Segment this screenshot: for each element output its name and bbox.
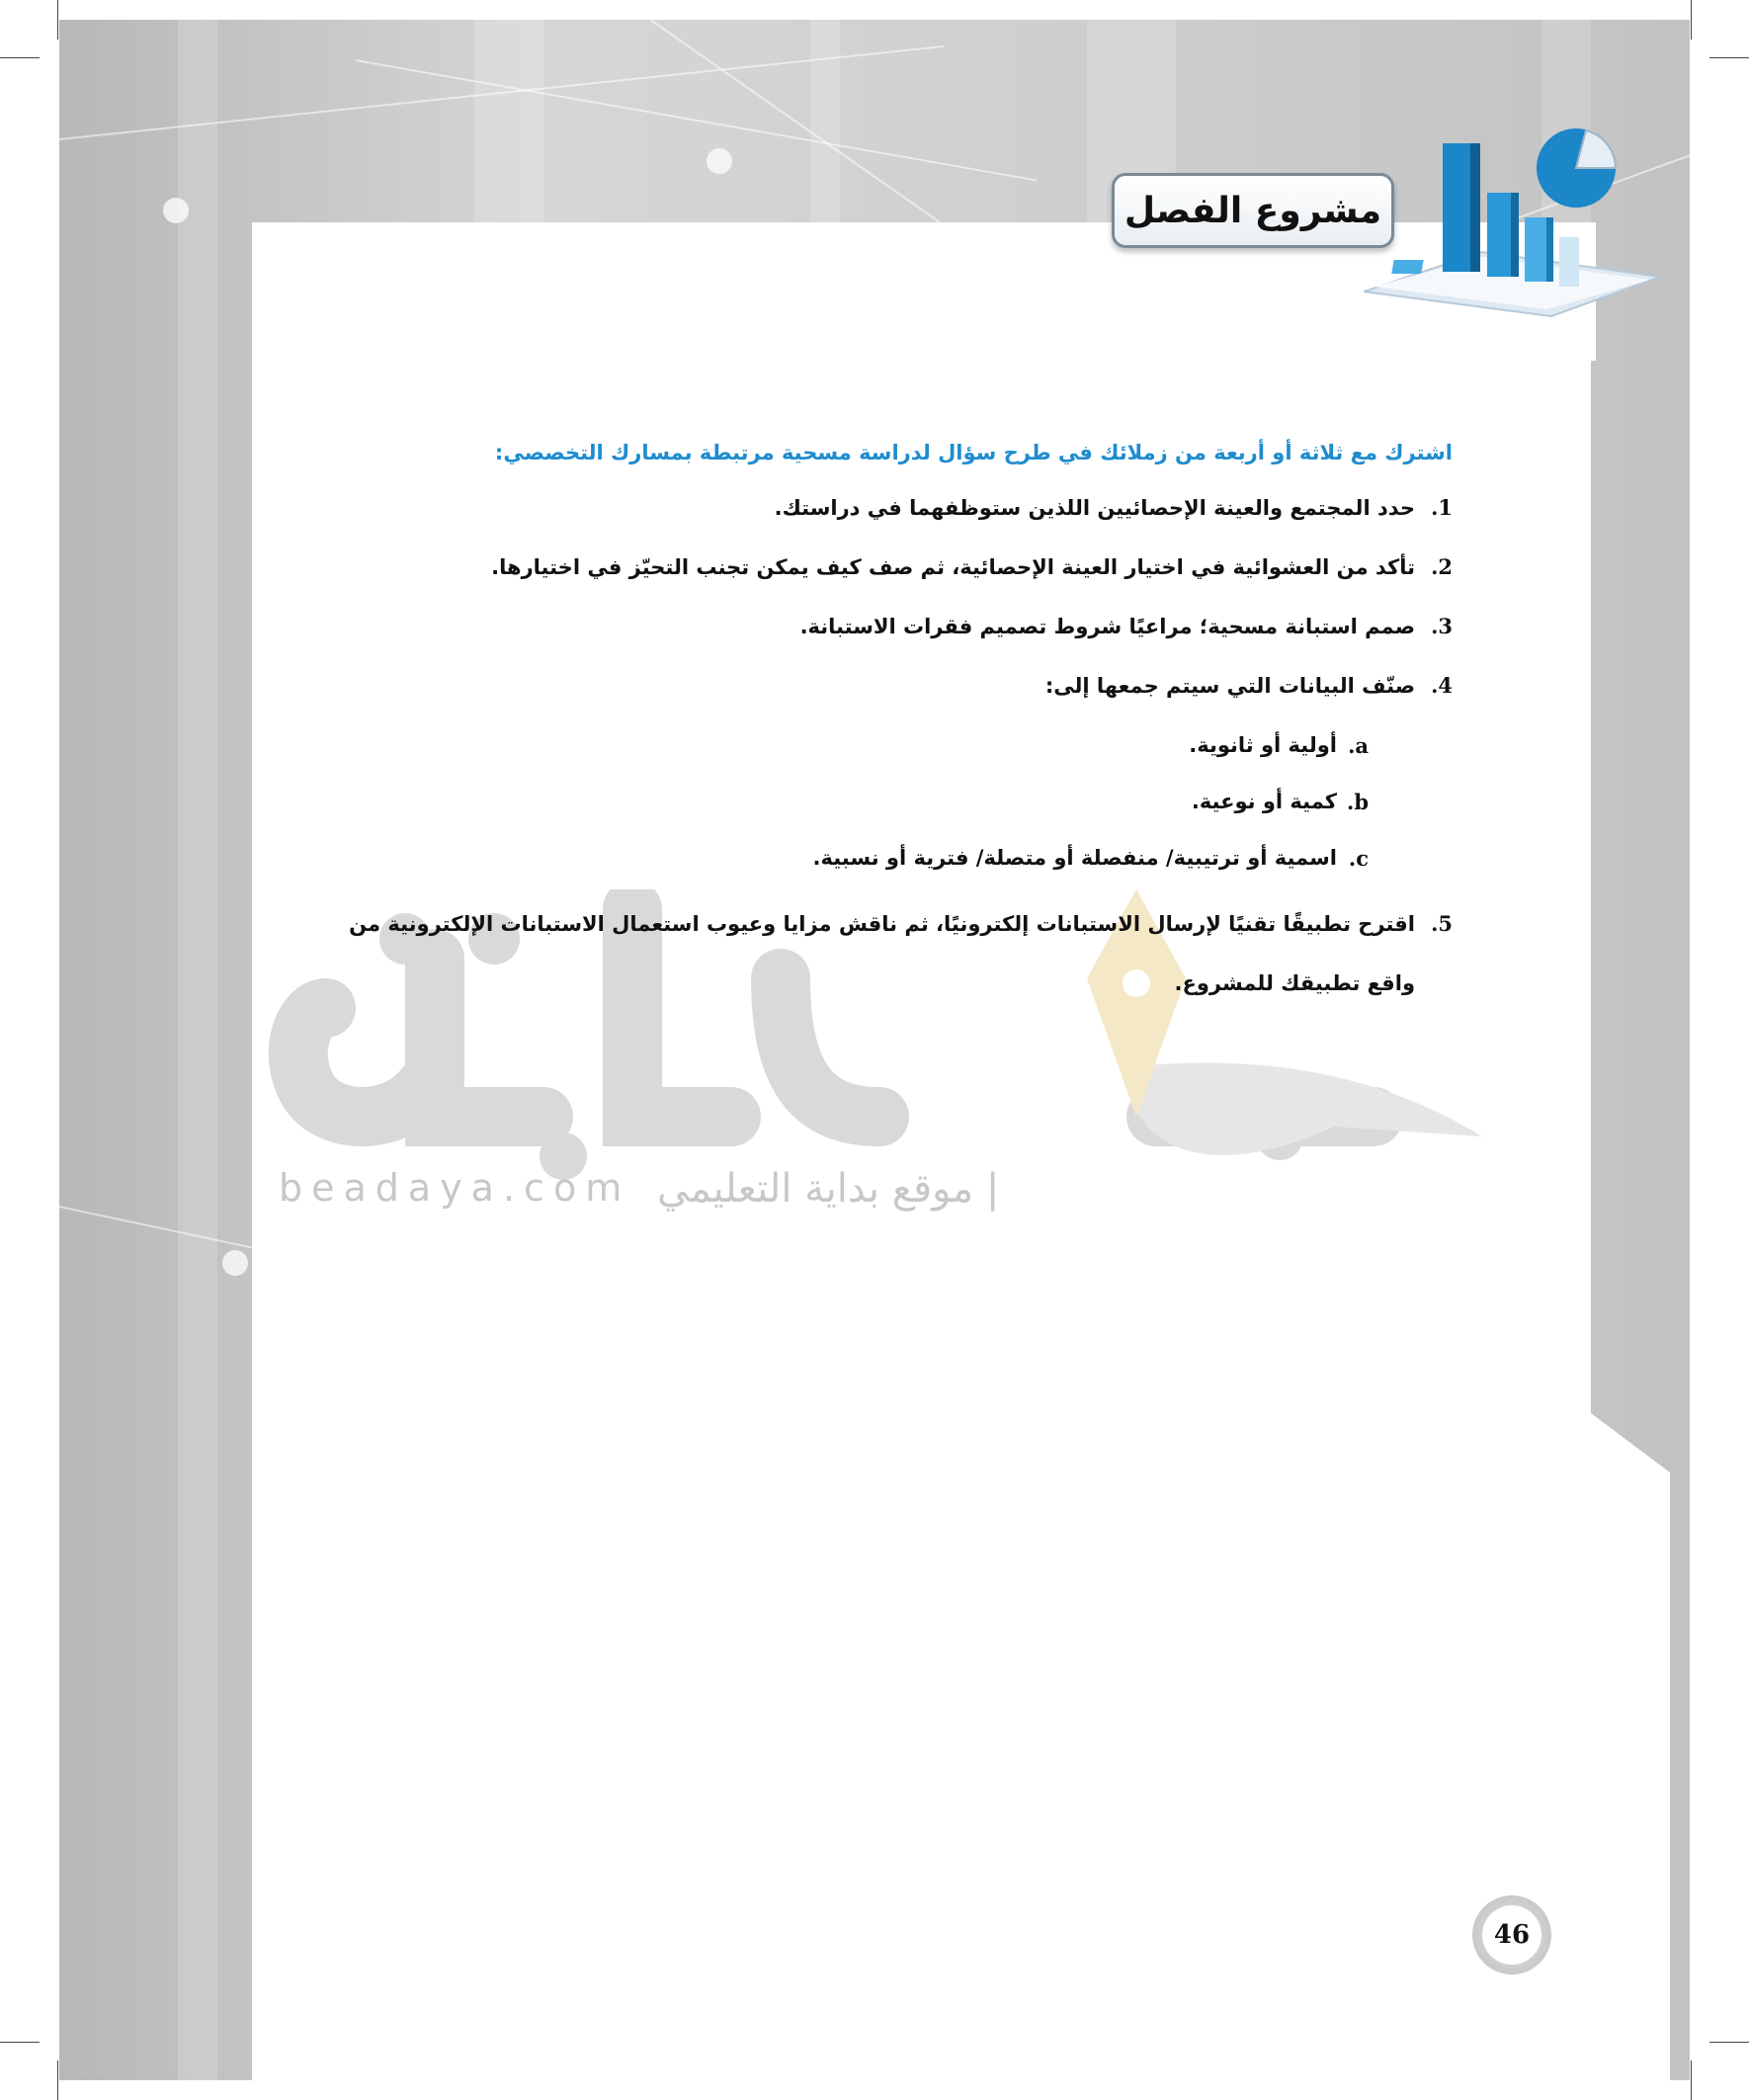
watermark-site: beadaya.com [279, 1166, 631, 1210]
watermark-tagline: | موقع بداية التعليمي [657, 1166, 1000, 1212]
sub-item [326, 846, 1453, 871]
sub-item-letter: c. [1348, 846, 1369, 871]
item-number: 2. [1431, 554, 1453, 579]
list-item [326, 609, 1453, 644]
sub-item-text: أولية أو ثانوية. [1189, 733, 1337, 757]
chapter-project-badge [1112, 173, 1394, 248]
sub-item [326, 733, 1453, 758]
item-number: 3. [1431, 614, 1453, 638]
item-text: صنّف البيانات التي سيتم جمعها إلى: [1044, 674, 1415, 698]
item-text: اقترح تطبيقًا تقنيًا لإرسال الاستبانات إلكترونيًا، ثم ناقش مزايا وعيوب استعمال الاستبانات الإلكترونية من واقع تطبيقك للمشروع. [349, 912, 1415, 995]
page-number [1472, 1895, 1551, 1974]
sub-item-text: اسمية أو ترتيبية/ منفصلة أو متصلة/ فترية أو نسبية. [812, 846, 1337, 870]
list-item [326, 549, 1453, 585]
list-item [326, 668, 1453, 704]
sub-item-letter: b. [1347, 790, 1369, 814]
sub-item-text: كمية أو نوعية. [1191, 790, 1337, 813]
sub-item-letter: a. [1348, 733, 1369, 758]
item-text: تأكد من العشوائية في اختيار العينة الإحصائية، ثم صف كيف يمكن تجنب التحيّز في اختيارها. [491, 555, 1415, 579]
item-number: 5. [1431, 911, 1453, 936]
list-item [326, 490, 1453, 526]
sub-item [326, 790, 1453, 814]
item-number: 4. [1431, 673, 1453, 698]
intro-text: اشترك مع ثلاثة أو أربعة من زملائك في طرح سؤال لدراسة مسحية مرتبطة بمسارك التخصصي: [494, 441, 1453, 464]
project-content [326, 435, 1453, 1013]
item-number: 1. [1431, 495, 1453, 520]
chart-icon [1364, 124, 1660, 321]
page-title: مشروع الفصل [1124, 190, 1382, 231]
item-text: حدد المجتمع والعينة الإحصائيين اللذين ستوظفهما في دراستك. [774, 496, 1415, 520]
page-number-text: 46 [1493, 1920, 1531, 1950]
list-item [326, 894, 1453, 1013]
item-text: صمم استبانة مسحية؛ مراعيًا شروط تصميم فقرات الاستبانة. [799, 615, 1415, 638]
